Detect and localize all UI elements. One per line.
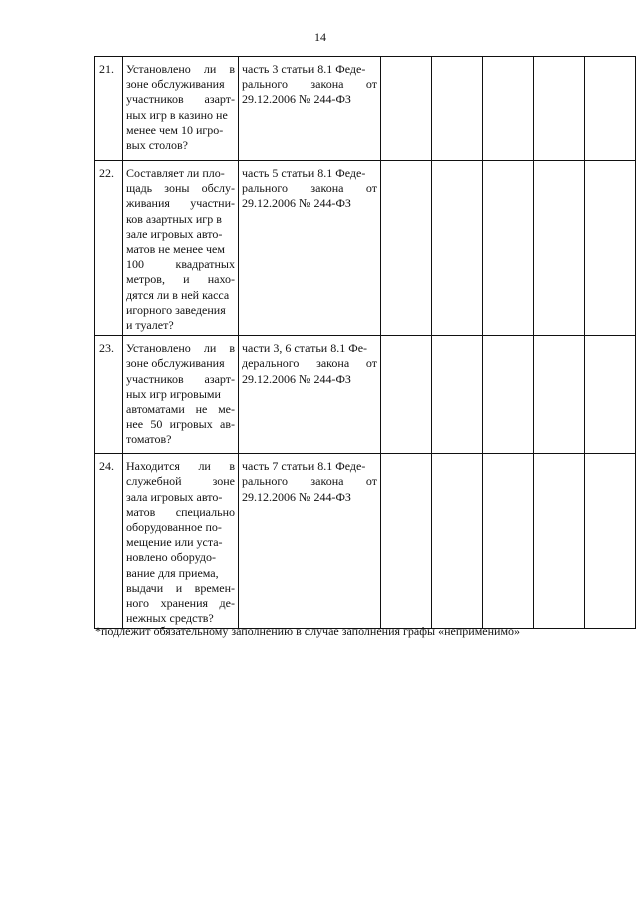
- question-line: Находится ли в: [126, 459, 235, 474]
- answer-cell-not-applicable[interactable]: [483, 57, 534, 161]
- reference-line: 29.12.2006 № 244-ФЗ: [242, 92, 351, 107]
- reference-line: 29.12.2006 № 244-ФЗ: [242, 371, 351, 386]
- question-line: зала игровых авто-: [126, 489, 223, 504]
- question-line: ков азартных игр в: [126, 211, 222, 226]
- reference-line: части 3, 6 статьи 8.1 Фе-: [242, 341, 368, 356]
- table-row: [95, 454, 636, 629]
- question-line: мещение или уста-: [126, 535, 223, 550]
- row-number: 23.: [95, 336, 123, 454]
- question-line: нежных средств?: [126, 611, 214, 626]
- checklist-table: [94, 56, 636, 629]
- question-line: Составляет ли пло-: [126, 166, 225, 180]
- reference-line: 29.12.2006 № 244-ФЗ: [242, 196, 351, 211]
- question-cell: [123, 454, 239, 629]
- question-line: вание для приема,: [126, 565, 219, 580]
- page-number: 14: [314, 30, 326, 44]
- question-line: 100 квадратных: [126, 257, 235, 272]
- answer-cell-extra[interactable]: [585, 161, 636, 336]
- question-cell: [123, 336, 239, 454]
- answer-cell-note[interactable]: [534, 454, 585, 629]
- reference-line: 29.12.2006 № 244-ФЗ: [242, 489, 351, 504]
- legal-reference-cell: [239, 57, 381, 161]
- question-line: живания участни-: [126, 196, 235, 211]
- reference-line: рального закона от: [242, 77, 377, 92]
- question-line: щадь зоны обслу-: [126, 181, 235, 196]
- question-line: Установлено ли в: [126, 62, 235, 76]
- question-cell: [123, 161, 239, 336]
- answer-cell-yes[interactable]: [381, 57, 432, 161]
- legal-reference-cell: [239, 454, 381, 629]
- table-row: [95, 161, 636, 336]
- answer-cell-no[interactable]: [432, 336, 483, 454]
- answer-cell-yes[interactable]: [381, 454, 432, 629]
- row-number: 22.: [95, 161, 123, 336]
- answer-cell-no[interactable]: [432, 161, 483, 336]
- table-row: [95, 336, 636, 454]
- question-line: вых столов?: [126, 138, 188, 153]
- reference-line: часть 3 статьи 8.1 Феде-: [242, 62, 366, 76]
- reference-line: рального закона от: [242, 474, 377, 489]
- question-line: дятся ли в ней касса: [126, 287, 230, 302]
- reference-line: часть 7 статьи 8.1 Феде-: [242, 459, 366, 474]
- question-line: матов специально: [126, 504, 235, 519]
- answer-cell-yes[interactable]: [381, 161, 432, 336]
- answer-cell-note[interactable]: [534, 161, 585, 336]
- question-line: и туалет?: [126, 318, 174, 333]
- reference-line: дерального закона от: [242, 356, 377, 371]
- question-line: выдачи и времен-: [126, 580, 235, 595]
- question-cell: [123, 57, 239, 161]
- question-line: ных игр игровыми: [126, 386, 221, 401]
- answer-cell-extra[interactable]: [585, 454, 636, 629]
- answer-cell-not-applicable[interactable]: [483, 161, 534, 336]
- question-line: томатов?: [126, 432, 172, 447]
- row-number: 24.: [95, 454, 123, 629]
- row-number: 21.: [95, 57, 123, 161]
- answer-cell-yes[interactable]: [381, 336, 432, 454]
- answer-cell-extra[interactable]: [585, 57, 636, 161]
- reference-line: рального закона от: [242, 181, 377, 196]
- answer-cell-not-applicable[interactable]: [483, 336, 534, 454]
- answer-cell-no[interactable]: [432, 57, 483, 161]
- question-line: зале игровых авто-: [126, 226, 223, 241]
- question-line: служебной зоне: [126, 474, 235, 489]
- answer-cell-note[interactable]: [534, 336, 585, 454]
- question-line: новлено оборудо-: [126, 550, 216, 565]
- question-line: ных игр в казино не: [126, 107, 228, 122]
- legal-reference-cell: [239, 336, 381, 454]
- question-line: Установлено ли в: [126, 341, 235, 356]
- answer-cell-not-applicable[interactable]: [483, 454, 534, 629]
- question-line: игорного заведения: [126, 302, 226, 317]
- question-line: зоне обслуживания: [126, 77, 225, 92]
- question-line: зоне обслуживания: [126, 356, 225, 371]
- question-line: метров, и нахо-: [126, 272, 235, 287]
- question-line: участников азарт-: [126, 371, 235, 386]
- answer-cell-note[interactable]: [534, 57, 585, 161]
- question-line: ного хранения де-: [126, 596, 235, 611]
- question-line: участников азарт-: [126, 92, 235, 107]
- reference-line: часть 5 статьи 8.1 Феде-: [242, 166, 366, 180]
- legal-reference-cell: [239, 161, 381, 336]
- answer-cell-no[interactable]: [432, 454, 483, 629]
- answer-cell-extra[interactable]: [585, 336, 636, 454]
- question-line: менее чем 10 игро-: [126, 122, 224, 137]
- footnote: *подлежит обязательному заполнению в случае заполнения графы «неприменимо»: [95, 624, 521, 638]
- question-line: матов не менее чем: [126, 242, 225, 257]
- table-row: [95, 57, 636, 161]
- question-line: оборудованное по-: [126, 520, 222, 535]
- question-line: нее 50 игровых ав-: [126, 417, 235, 432]
- question-line: автоматами не ме-: [126, 402, 235, 417]
